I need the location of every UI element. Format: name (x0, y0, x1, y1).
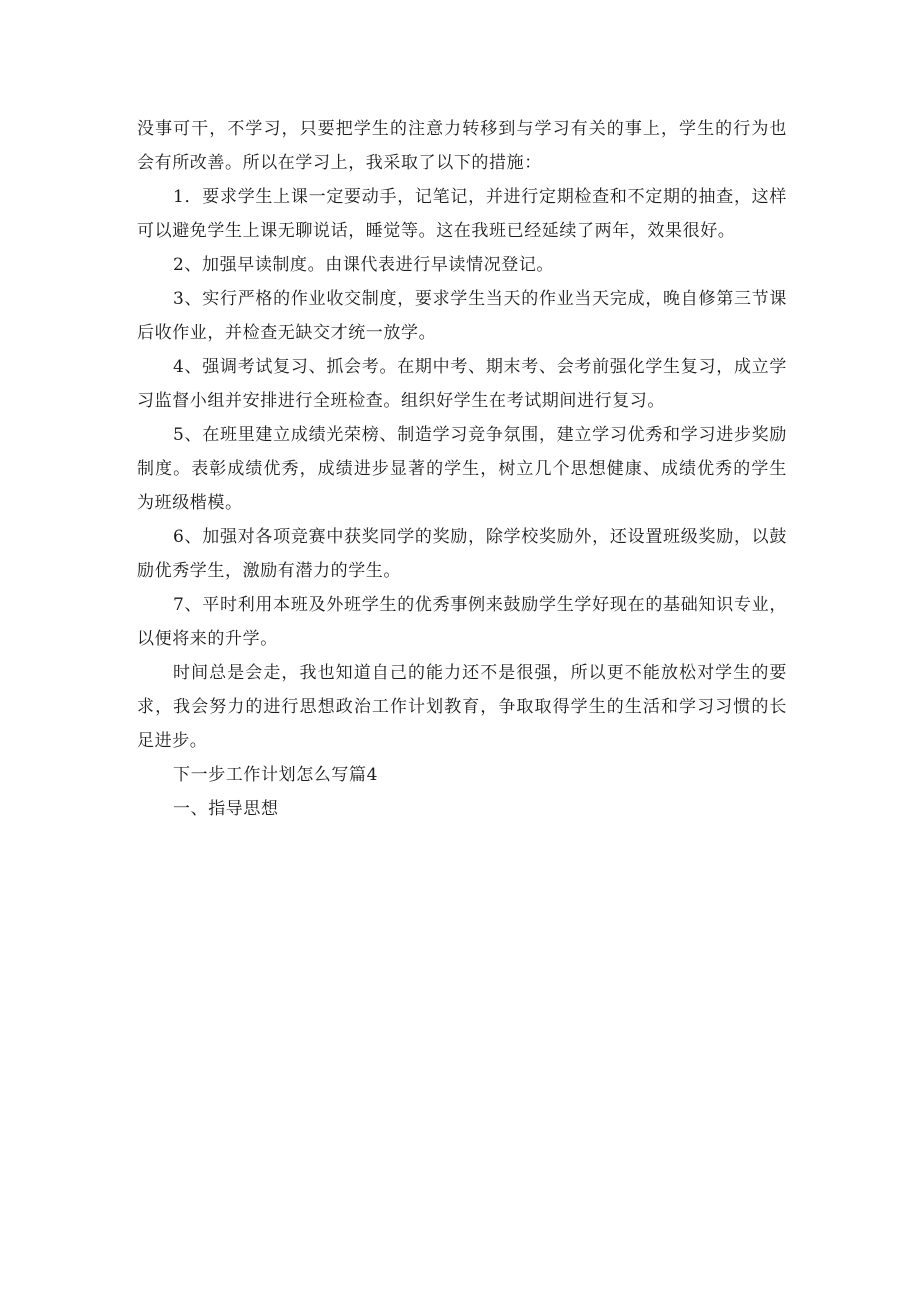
section-heading: 下一步工作计划怎么写篇4 (173, 765, 379, 785)
paragraph-measure-1: 1．要求学生上课一定要动手，记笔记，并进行定期检查和不定期的抽查，这样可以避免学生上课无聊说话，睡觉等。这在我班已经延续了两年，效果很好。 (137, 187, 787, 241)
paragraph-measure-4: 4、强调考试复习、抓会考。在期中考、期末考、会考前强化学生复习，成立学习监督小组并安排进行全班检查。组织好学生在考试期间进行复习。 (137, 357, 787, 411)
paragraph-measure-2: 2、加强早读制度。由课代表进行早读情况登记。 (173, 255, 555, 275)
subsection-heading: 一、指导思想 (173, 799, 279, 819)
paragraph-measure-6: 6、加强对各项竞赛中获奖同学的奖励，除学校奖励外，还设置班级奖励，以鼓励优秀学生，激励有潜力的学生。 (137, 527, 787, 581)
paragraph-measure-5: 5、在班里建立成绩光荣榜、制造学习竞争氛围，建立学习优秀和学习进步奖励制度。表彰成绩优秀，成绩进步显著的学生，树立几个思想健康、成绩优秀的学生为班级楷模。 (137, 425, 787, 513)
document-body (137, 112, 787, 826)
paragraph-intro-continuation: 没事可干，不学习，只要把学生的注意力转移到与学习有关的事上，学生的行为也会有所改善。所以在学习上，我采取了以下的措施： (137, 119, 787, 173)
paragraph-conclusion: 时间总是会走，我也知道自己的能力还不是很强，所以更不能放松对学生的要求，我会努力的进行思想政治工作计划教育，争取取得学生的生活和学习习惯的长足进步。 (137, 663, 787, 751)
paragraph-measure-7: 7、平时利用本班及外班学生的优秀事例来鼓励学生学好现在的基础知识专业，以便将来的升学。 (137, 595, 787, 649)
paragraph-measure-3: 3、实行严格的作业收交制度，要求学生当天的作业当天完成，晚自修第三节课后收作业，并检查无缺交才统一放学。 (137, 289, 787, 343)
